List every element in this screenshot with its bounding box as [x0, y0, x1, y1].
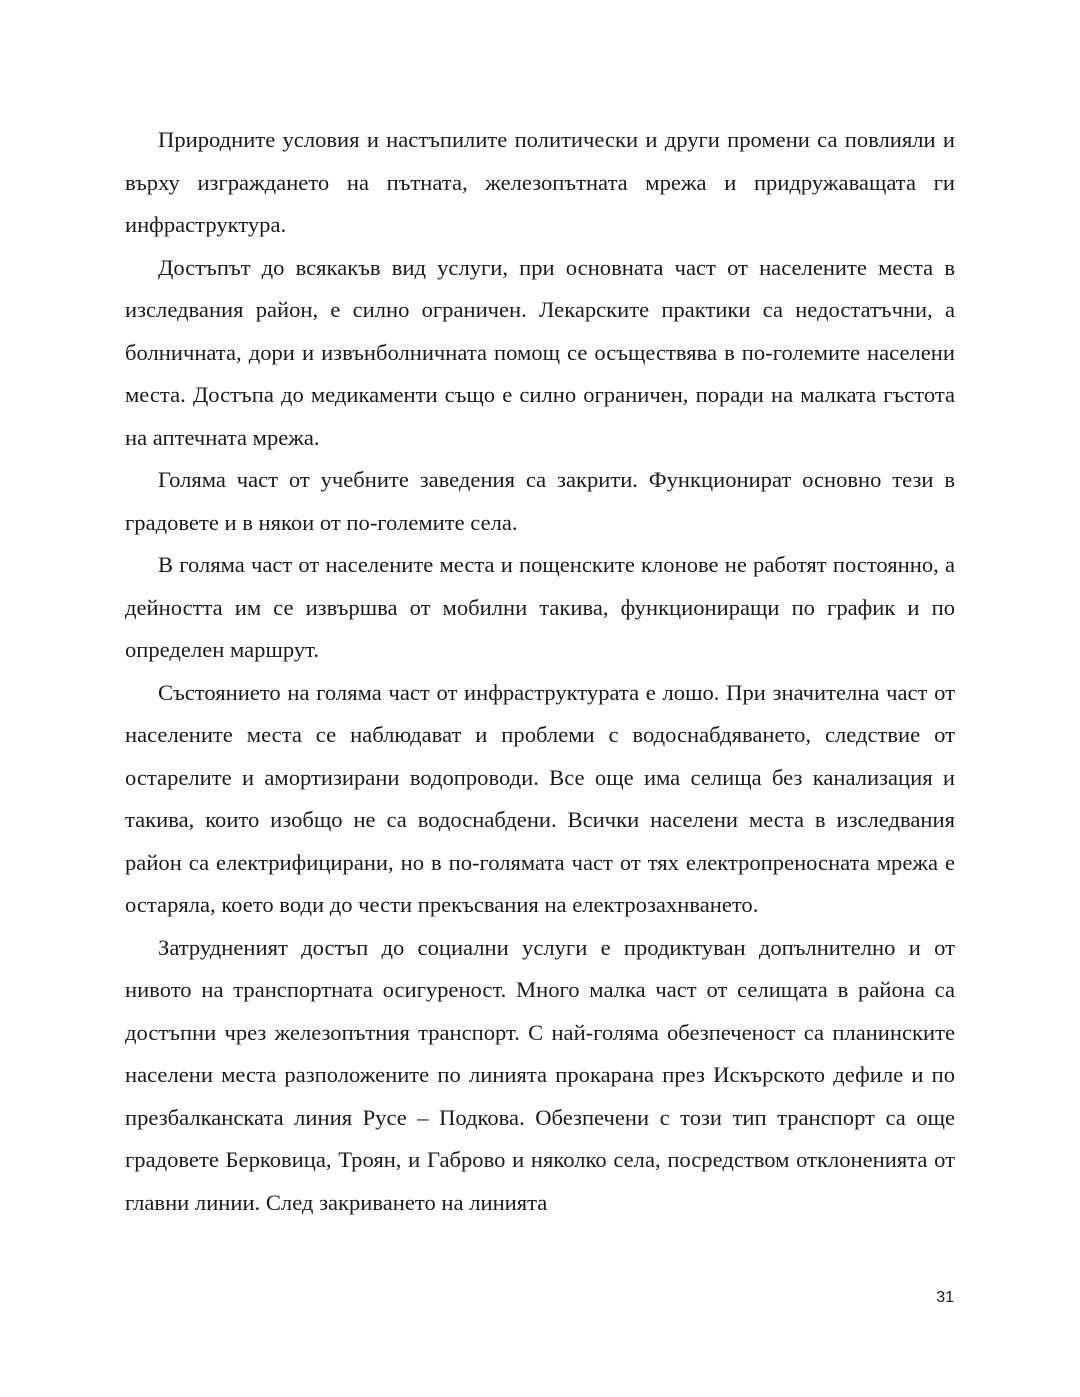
body-text — [125, 119, 955, 1224]
paragraph-services-access: Достъпът до всякакъв вид услуги, при основната част от населените места в изследвания район, е силно ограничен. Лекарските практики са недостатъчни, а болничната, дори и извънболничната помощ се осъществява в по-големите населени места. Достъпа до медикаменти също е силно ограничен, поради на малката гъстота на аптечната мрежа. — [125, 254, 955, 450]
page-number: 31 — [936, 1289, 954, 1306]
paragraph-infrastructure: Природните условия и настъпилите политически и други промени са повлияли и върху изграждането на пътната, железопътната мрежа и придружаващата ги инфраструктура. — [125, 127, 955, 237]
paragraph-post-offices: В голяма част от населените места и пощенските клонове не работят постоянно, а дейността им се извършва от мобилни такива, функциониращи по график и по определен маршрут. — [125, 552, 955, 662]
paragraph-transport: Затрудненият достъп до социални услуги е продиктуван допълнително и от нивото на транспортната осигуреност. Много малка част от селищата в района са достъпни чрез железопътния транспорт. С най-голяма обезпеченост са планинските населени места разположените по линията прокарана през Искърското дефиле и по презбалканската линия Русе – Подкова. Обезпечени с този тип транспорт са още градовете Берковица, Троян, и Габрово и няколко села, посредством отклоненията от главни линии. След закриването на линията — [125, 934, 955, 1215]
paragraph-schools: Голяма част от учебните заведения са закрити. Функционират основно тези в градовете и в някои от по-големите села. — [125, 467, 955, 535]
paragraph-utilities: Състоянието на голяма част от инфраструктурата е лошо. При значителна част от населените места се наблюдават и проблеми с водоснабдяването, следствие от остарелите и амортизирани водопроводи. Все още има селища без канализация и такива, които изобщо не са водоснабдени. Всички населени места в изследвания район са електрифицирани, но в по-голямата част от тях електропреносната мрежа е остаряла, което води до чести прекъсвания на електрозахнването. — [125, 679, 955, 917]
